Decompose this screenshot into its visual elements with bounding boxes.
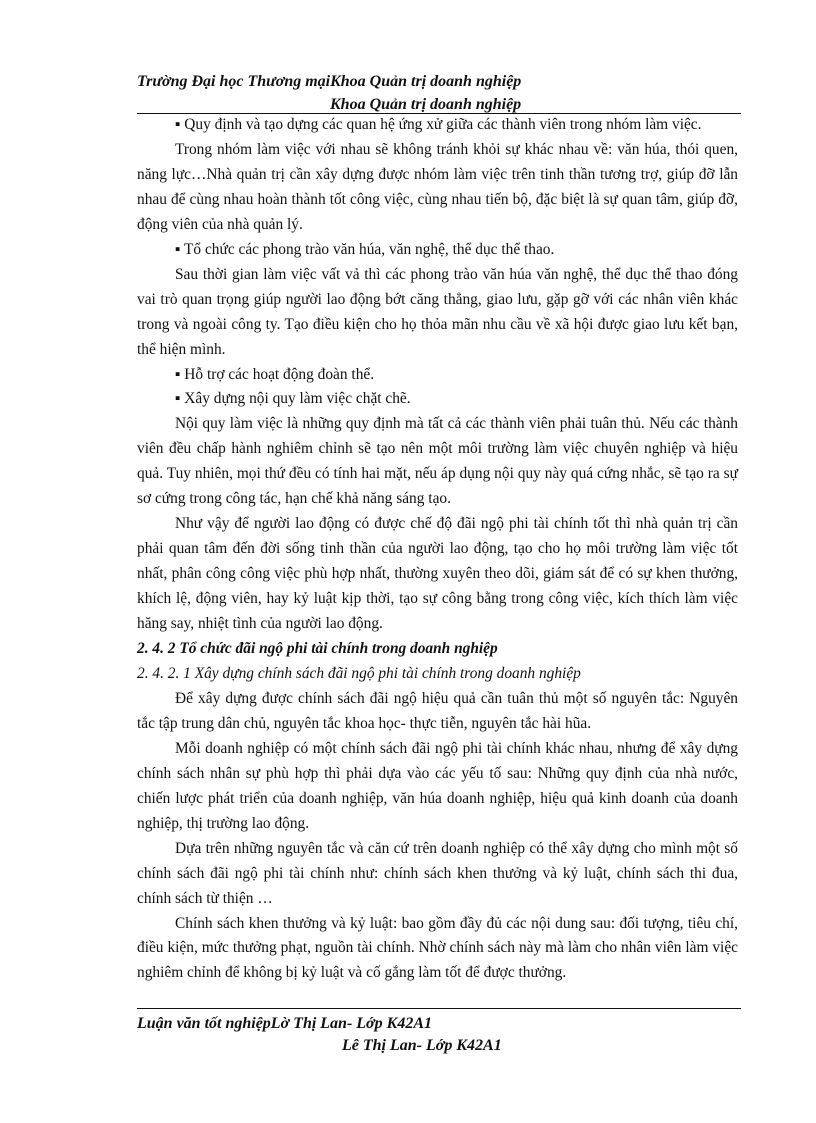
header-faculty-line: Khoa Quản trị doanh nghiệp (330, 96, 522, 113)
header-school-line: Trường Đại học Thương mạiKhoa Quản trị doanh nghiệp (137, 73, 522, 90)
body-paragraph: Trong nhóm làm việc với nhau sẽ không tránh khỏi sự khác nhau về: văn húa, thói quen, năng lực…Nhà quản trị cần xây dựng được nhóm làm việc trên tinh thần tương trợ, giúp đỡ lẫn nhau để cùng nhau hoàn thành tốt công việc, cùng nhau tiến bộ, đặc biệt là sự quan tâm, giúp đỡ, động viên của nhà quản lý. (137, 140, 738, 233)
bullet-paragraph: ▪ Xây dựng nội quy làm việc chặt chẽ. (175, 390, 411, 408)
section-heading: 2. 4. 2 Tổ chức đãi ngộ phi tài chính trong doanh nghiệp (137, 640, 498, 658)
footer-rule (137, 1008, 741, 1009)
bullet-paragraph: ▪ Quy định và tạo dựng các quan hệ ứng xử giữa các thành viên trong nhóm làm việc. (175, 116, 702, 133)
footer-author-line: Lê Thị Lan- Lớp K42A1 (342, 1037, 502, 1054)
bullet-paragraph: ▪ Tổ chức các phong trào văn húa, văn nghệ, thể dục thể thao. (175, 240, 555, 258)
body-paragraph: Sau thời gian làm việc vất vả thì các phong trào văn húa văn nghệ, thể dục thể thao đóng vai trò quan trọng giúp người lao động bớt căng thẳng, giao lưu, gặp gỡ với các nhân viên khác trong và ngoài công ty. Tạo điều kiện cho họ thỏa mãn nhu cầu về xã hội được giao lưu kết bạn, thể hiện mình. (137, 265, 738, 358)
subsection-heading: 2. 4. 2. 1 Xây dựng chính sách đãi ngộ phi tài chính trong doanh nghiệp (137, 664, 581, 682)
body-paragraph: Dựa trên những nguyên tắc và căn cứ trên doanh nghiệp có thể xây dựng cho mình một số chính sách đãi ngộ phi tài chính như: chính sách khen thưởng và kỷ luật, chính sách thi đua, chính sách từ thiện … (137, 839, 738, 907)
body-paragraph: Nội quy làm việc là những quy định mà tất cả các thành viên phải tuân thủ. Nếu các thành viên đều chấp hành nghiêm chỉnh sẽ tạo nên một môi trường làm việc chuyên nghiệp và hiệu quả. Tuy nhiên, mọi thứ đều có tính hai mặt, nếu áp dụng nội quy này quá cứng nhắc, sẽ tạo ra sự sơ cứng trong công tác, hạn chế khả năng sáng tạo. (137, 415, 738, 508)
document-body (137, 113, 738, 986)
page-footer (137, 1013, 741, 1057)
body-paragraph: Chính sách khen thưởng và kỷ luật: bao gồm đầy đủ các nội dung sau: đối tượng, tiêu chí, điều kiện, mức thưởng phạt, nguồn tài chính. Nhờ chính sách này mà làm cho nhân viên làm việc nghiêm chỉnh để không bị kỷ luật và cố gắng làm tốt để được thưởng. (137, 914, 738, 982)
body-paragraph: Mỗi doanh nghiệp có một chính sách đãi ngộ phi tài chính khác nhau, nhưng để xây dựng chính sách nhân sự phù hợp thì phải dựa vào các yếu tố sau: Những quy định của nhà nước, chiến lược phát triển của doanh nghiệp, văn húa doanh nghiệp, hiệu quả kinh doanh của doanh nghiệp, thị trường lao động. (137, 739, 738, 832)
footer-thesis-line: Luận văn tốt nghiệpLờ Thị Lan- Lớp K42A1 (137, 1015, 432, 1032)
bullet-paragraph: ▪ Hỗ trợ các hoạt động đoàn thể. (175, 365, 375, 383)
body-paragraph: Để xây dựng được chính sách đãi ngộ hiệu quả cần tuân thủ một số nguyên tắc: Nguyên tắc tập trung dân chủ, nguyên tắc khoa học- thực tiễn, nguyên tắc hài hũa. (137, 689, 738, 732)
body-paragraph: Như vậy để người lao động có được chế độ đãi ngộ phi tài chính tốt thì nhà quản trị cần phải quan tâm đến đời sống tinh thần của người lao động, tạo cho họ môi trường làm việc tốt nhất, phân công công việc phù hợp nhất, thường xuyên theo dõi, giám sát để có sự khen thưởng, khích lệ, động viên, hay kỷ luật kịp thời, tạo sự công bằng trong công việc, kích thích làm việc hăng say, nhiệt tình của người lao động. (137, 515, 738, 633)
page-header (137, 70, 741, 116)
